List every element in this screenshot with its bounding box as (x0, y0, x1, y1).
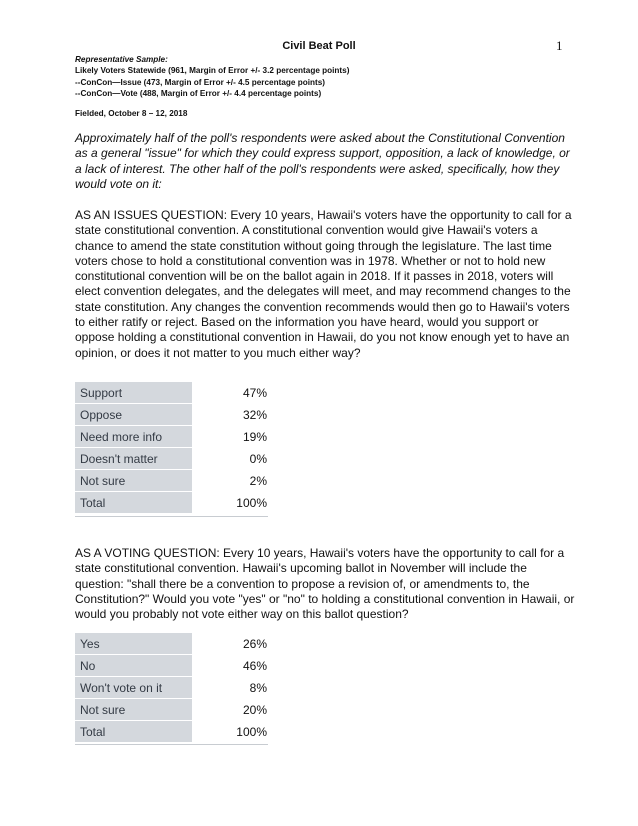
table-bottom-rule (75, 382, 268, 517)
row-label: Total (75, 721, 192, 743)
row-value: 100% (192, 492, 272, 514)
row-value: 8% (192, 677, 272, 699)
row-value: 100% (192, 721, 272, 743)
row-label: Not sure (75, 470, 192, 492)
row-value: 20% (192, 699, 272, 721)
row-value: 2% (192, 470, 272, 492)
issue-question: AS AN ISSUES QUESTION: Every 10 years, Hawaii's voters have the opportunity to call for a state constitutional convention. A constitutional convention would give Hawaii's voters a chance to amend the state constitution without going through the legislature. The last time voters chose to hold a constitutional convention was in 1978. Whether or not to hold new constitutional convention will be on the ballot again in 2018. If it passes in 2018, voters will elect convention delegates, and the delegates will meet, and may recommend changes to the state constitution. Any changes the convention recommends would then go to Hawaii's voters to either ratify or reject. Based on the information you have heard, would you support or oppose holding a constitutional convention in Hawaii, do you not know enough yet to have an opinion, or does it not matter to you much either way? (75, 208, 572, 360)
table-bottom-rule (75, 633, 268, 745)
row-value: 46% (192, 655, 272, 677)
sample-line: --ConCon—Vote (488, Margin of Error +/- 4.4 percentage points) (75, 89, 322, 99)
row-value: 19% (192, 426, 272, 448)
row-label: Won't vote on it (75, 677, 192, 699)
sample-info (75, 54, 349, 100)
row-label: Not sure (75, 699, 192, 721)
row-label: No (75, 655, 192, 677)
intro-paragraph: Approximately half of the poll's respondents were asked about the Constitutional Convention as a general "issue" for which they could express support, opposition, a lack of knowledge, or a lack of interest. The other half of the poll's respondents were asked, specifically, how they would vote on it: (75, 131, 570, 191)
row-value: 47% (192, 382, 272, 404)
page-number: 1 (556, 38, 563, 53)
row-value: 0% (192, 448, 272, 470)
vote-question: AS A VOTING QUESTION: Every 10 years, Hawaii's voters have the opportunity to call for a state constitutional convention. Hawaii's upcoming ballot in November will include the question: "shall there be a convention to propose a revision of, or amendments to, the Constitution?" Would you vote "yes" or "no" to holding a constitutional convention in Hawaii, or would you probably not vote either way on this ballot question? (75, 546, 575, 622)
row-label: Oppose (75, 404, 192, 426)
row-label: Support (75, 382, 192, 404)
row-label: Total (75, 492, 192, 514)
sample-line: Likely Voters Statewide (961, Margin of Error +/- 3.2 percentage points) (75, 66, 350, 76)
fielded-dates: Fielded, October 8 – 12, 2018 (75, 109, 188, 118)
page-title: Civil Beat Poll (282, 40, 356, 52)
row-label: Doesn't matter (75, 448, 192, 470)
sample-label: Representative Sample: (75, 55, 168, 64)
sample-line: --ConCon—Issue (473, Margin of Error +/- 4.5 percentage points) (75, 77, 325, 87)
row-value: 26% (192, 633, 272, 655)
row-label: Need more info (75, 426, 192, 448)
row-label: Yes (75, 633, 192, 655)
row-value: 32% (192, 404, 272, 426)
